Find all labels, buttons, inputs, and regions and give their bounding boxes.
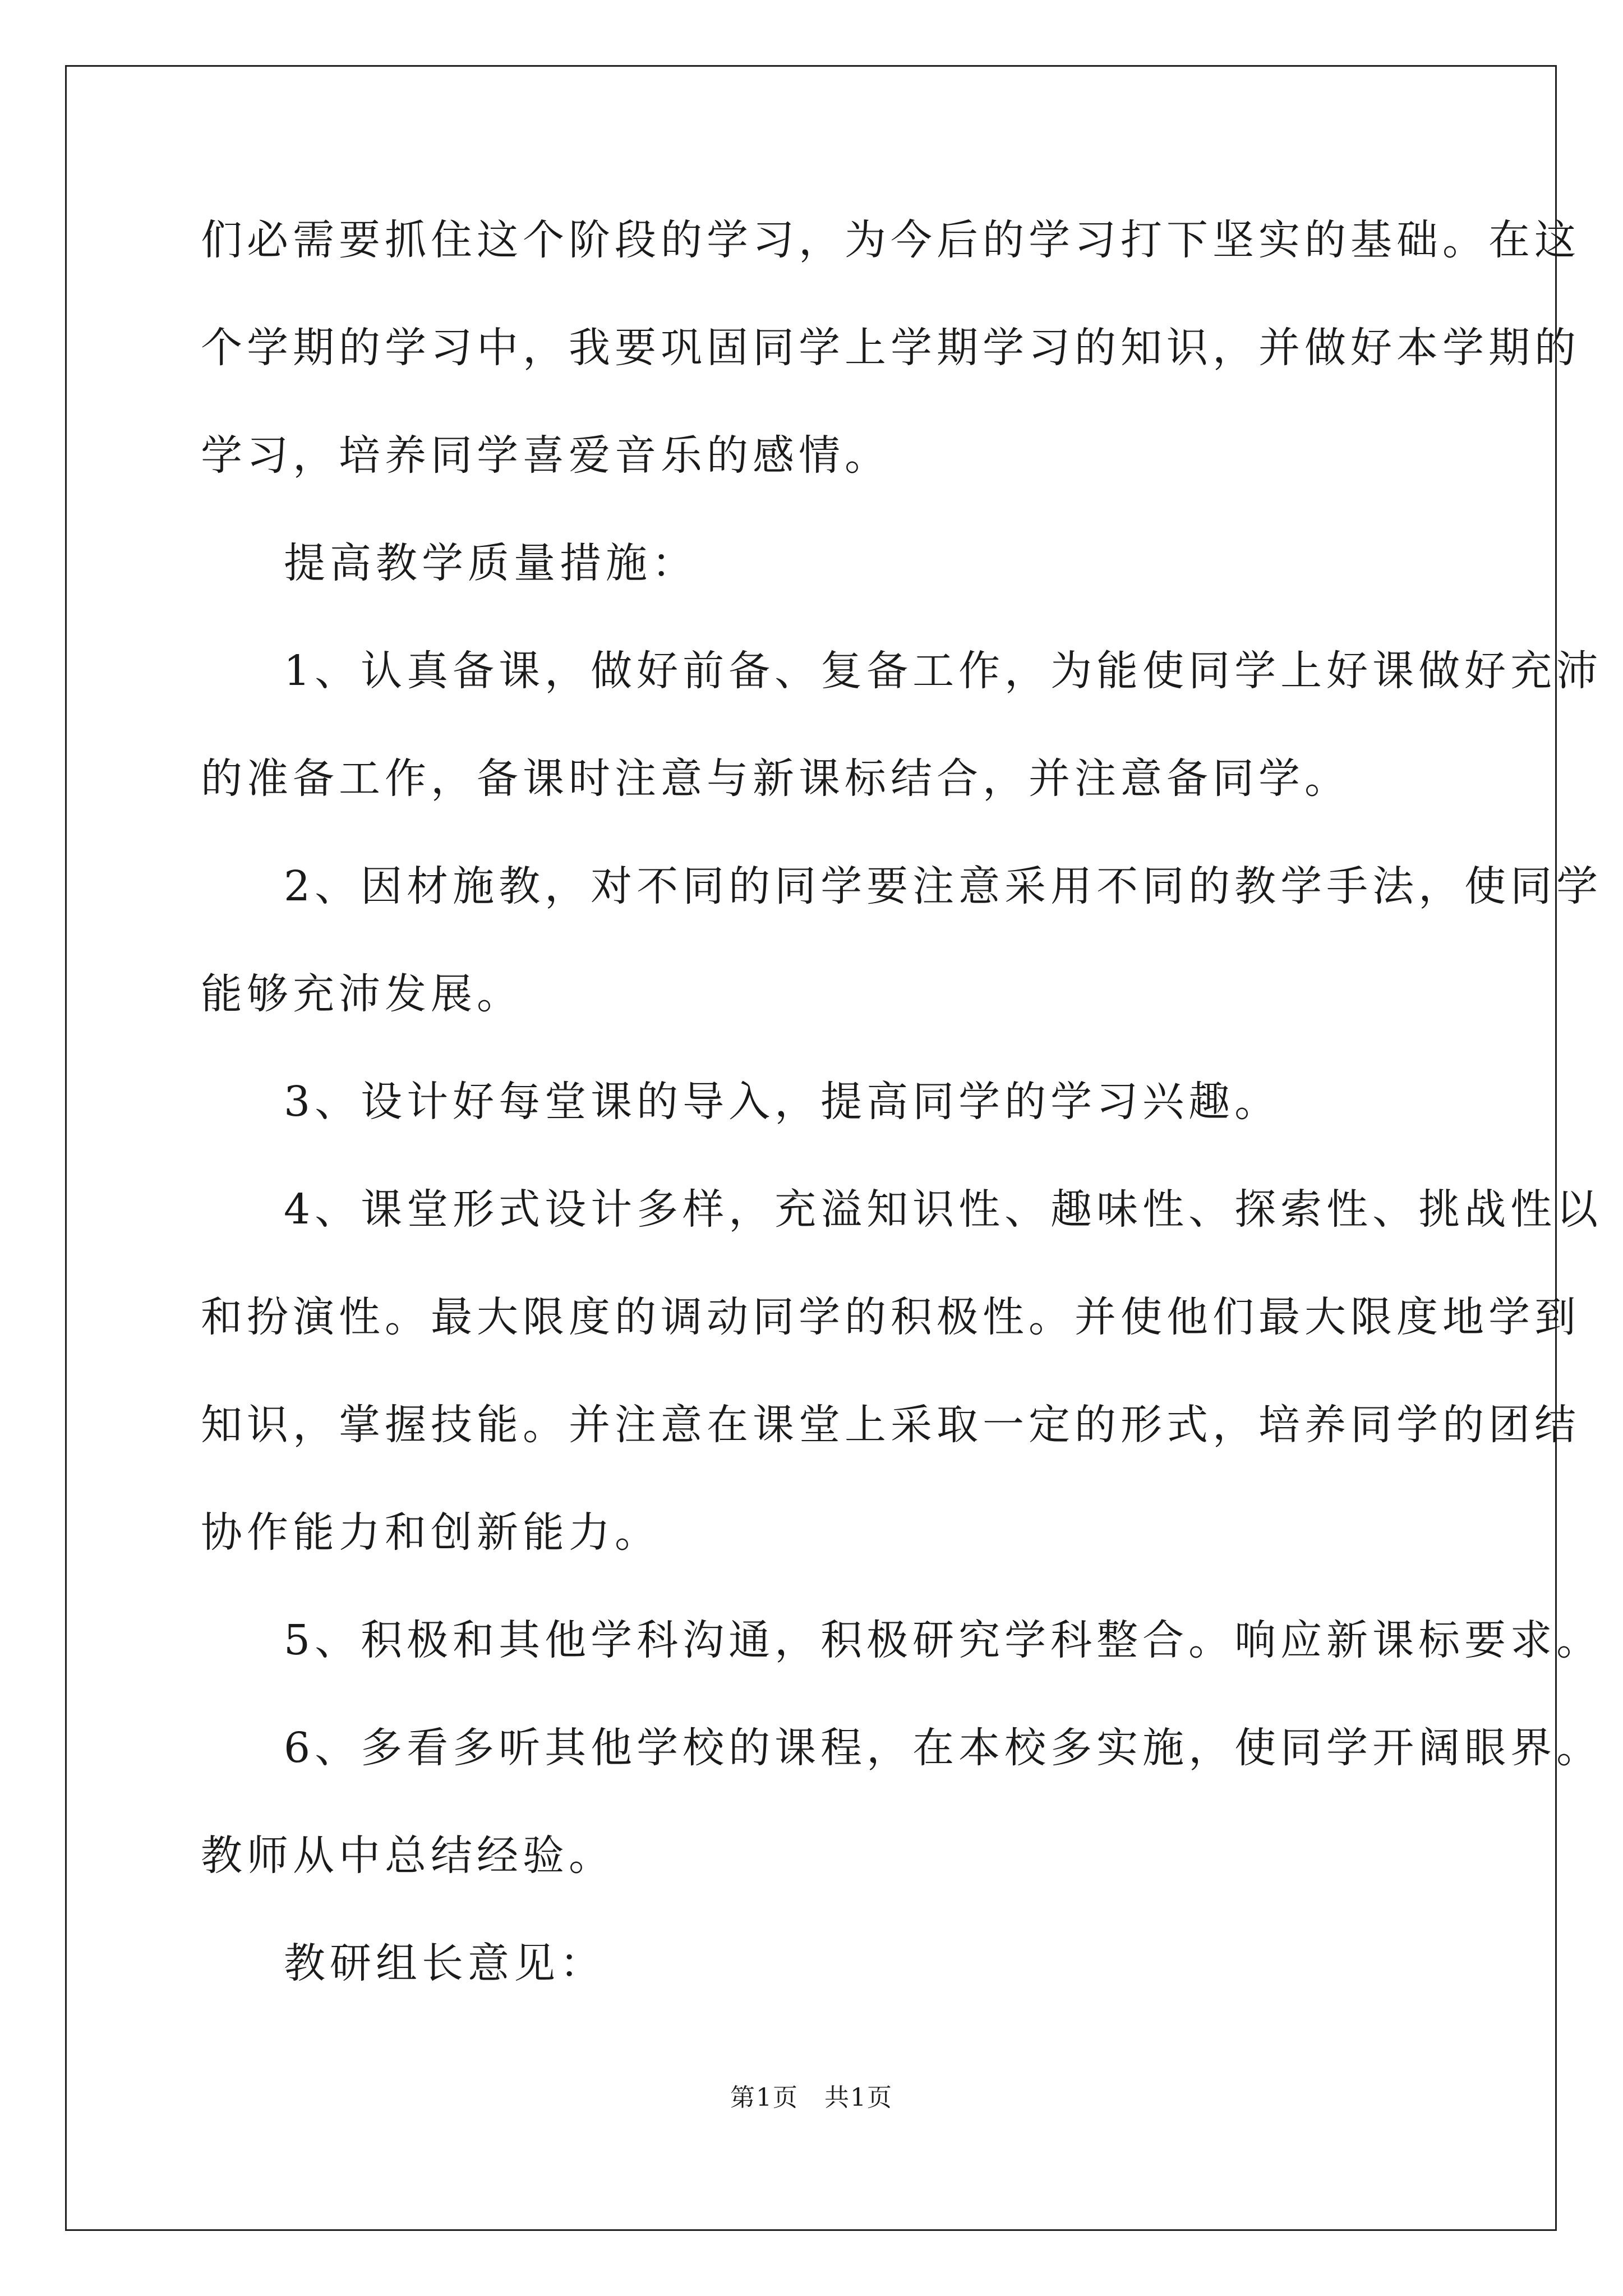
text-line: 和扮演性。最大限度的调动同学的积极性。并使他们最大限度地学到	[201, 1293, 1580, 1341]
list-item	[201, 644, 1603, 806]
list-item	[201, 1613, 1603, 1667]
heading-measures: 提高教学质量措施：	[284, 539, 698, 587]
text-line: 1、认真备课，做好前备、复备工作，为能使同学上好课做好充沛	[284, 647, 1603, 695]
paragraph	[201, 213, 1580, 482]
text-line: 教师从中总结经验。	[201, 1832, 615, 1880]
text-line: 个学期的学习中，我要巩固同学上学期学习的知识，并做好本学期的	[201, 324, 1580, 372]
text-line: 知识，掌握技能。并注意在课堂上采取一定的形式，培养同学的团结	[201, 1401, 1580, 1449]
list-item	[201, 1721, 1603, 1883]
list-item	[201, 1182, 1603, 1559]
list-item	[201, 859, 1603, 1021]
list-item	[201, 1075, 1429, 1129]
text-line: 5、积极和其他学科沟通，积极研究学科整合。响应新课标要求。	[284, 1616, 1603, 1664]
text-line: 2、因材施教，对不同的同学要注意采用不同的教学手法，使同学	[284, 862, 1603, 910]
section-heading	[201, 1936, 1429, 1990]
heading-review-opinion: 教研组长意见：	[284, 1939, 606, 1987]
text-line: 协作能力和创新能力。	[201, 1508, 661, 1557]
text-line: 4、课堂形式设计多样，充溢知识性、趣味性、探索性、挑战性以	[284, 1185, 1603, 1234]
document-body	[201, 213, 1603, 2044]
page-number-footer: 第1页 共1页	[730, 2083, 893, 2112]
text-line: 6、多看多听其他学校的课程，在本校多实施，使同学开阔眼界。	[284, 1724, 1603, 1772]
section-heading	[201, 536, 1429, 590]
text-line: 学习，培养同学喜爱音乐的感情。	[201, 431, 891, 480]
text-line: 3、设计好每堂课的导入，提高同学的学习兴趣。	[284, 1078, 1281, 1126]
text-line: 能够充沛发展。	[201, 970, 523, 1018]
text-line: 的准备工作，备课时注意与新课标结合，并注意备同学。	[201, 754, 1350, 803]
text-line: 们必需要抓住这个阶段的学习，为今后的学习打下坚实的基础。在这	[201, 216, 1580, 264]
